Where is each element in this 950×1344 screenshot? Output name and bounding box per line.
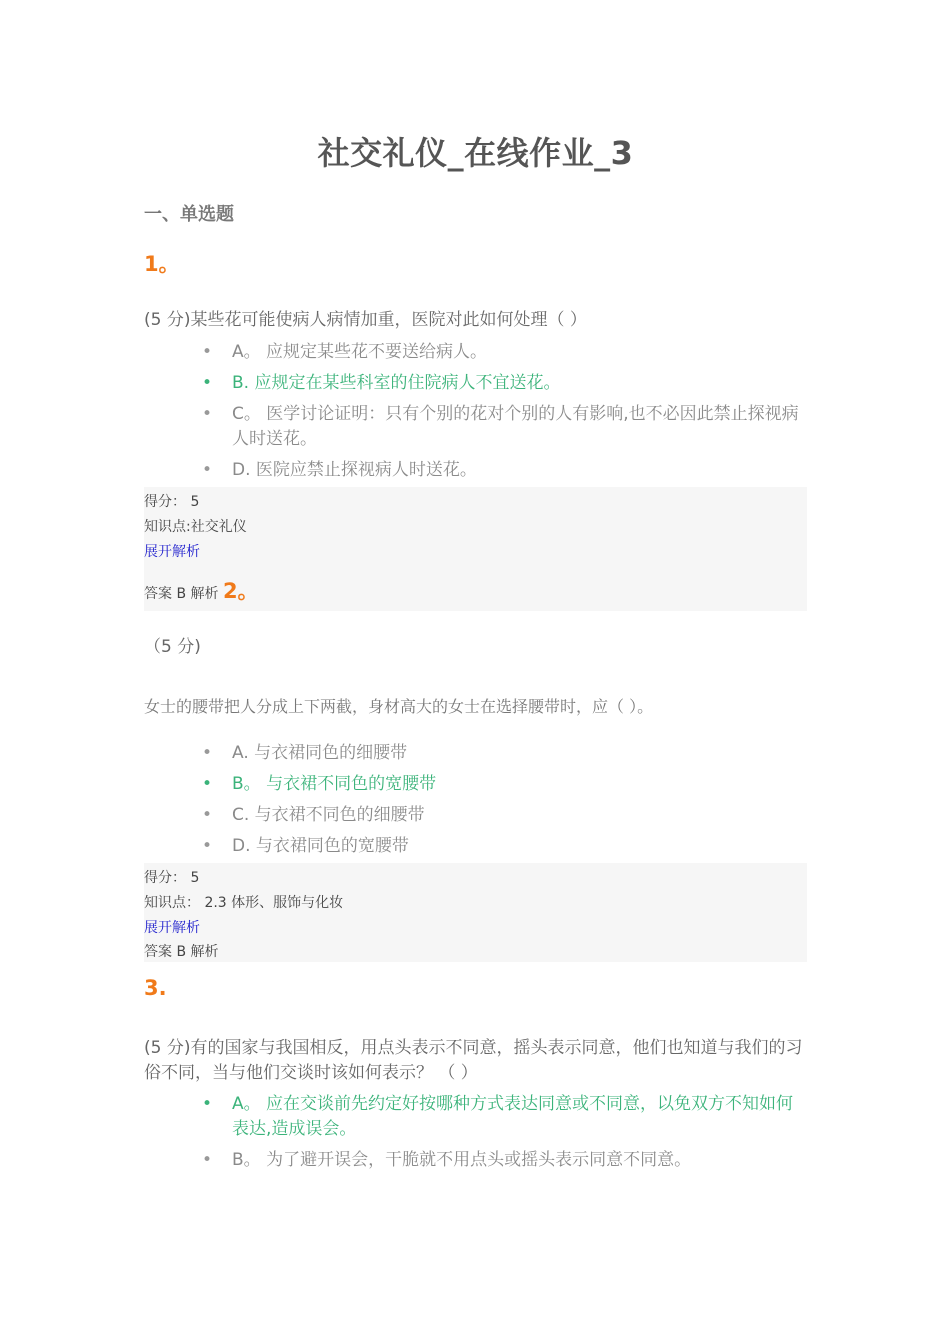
knowledge-point: 知识点： 2.3 体形、服饰与化妆 — [144, 895, 344, 911]
bullet-icon: • — [202, 836, 213, 856]
option-text: A. 与衣裙同色的细腰带 — [232, 743, 408, 763]
bullet-icon: • — [202, 460, 213, 480]
question-3-number: 3. — [144, 976, 167, 1000]
bullet-icon: • — [202, 805, 213, 825]
bullet-icon: • — [202, 774, 213, 794]
question-3-stem: (5 分)有的国家与我国相反，用点头表示不同意，摇头表示同意，他们也知道与我们的习俗不同，当与他们交谈时该如何表示？ （ ） — [144, 1038, 803, 1083]
bullet-icon: • — [202, 743, 213, 763]
bullet-icon: • — [202, 1150, 213, 1170]
option-text: A。 应规定某些花不要送给病人。 — [232, 342, 488, 362]
question-2-result-panel — [144, 863, 807, 962]
question-3-options — [144, 1092, 807, 1179]
option-text: B. 应规定在某些科室的住院病人不宜送花。 — [232, 373, 561, 393]
question-3-option-a[interactable] — [144, 1092, 807, 1142]
option-text: C. 与衣裙不同色的细腰带 — [232, 805, 425, 825]
question-1-option-d[interactable] — [144, 458, 807, 483]
option-text: D. 与衣裙同色的宽腰带 — [232, 836, 409, 856]
question-1-options — [144, 340, 807, 489]
question-2-score-label: （5 分) — [144, 637, 201, 657]
question-1-result-panel — [144, 487, 807, 611]
expand-analysis-link[interactable]: 展开解析 — [144, 544, 200, 560]
bullet-icon: • — [202, 1094, 213, 1114]
option-text: D. 医院应禁止探视病人时送花。 — [232, 460, 477, 480]
question-1-option-a[interactable] — [144, 340, 807, 365]
option-text: B。 与衣裙不同色的宽腰带 — [232, 774, 437, 794]
question-2-number: 2。 — [222, 579, 259, 603]
question-1-stem: (5 分)某些花可能使病人病情加重，医院对此如何处理（ ） — [144, 310, 587, 330]
question-3-option-b[interactable] — [144, 1148, 807, 1173]
bullet-icon: • — [202, 342, 213, 362]
answer-text: 答案 B 解析 — [144, 944, 219, 960]
expand-analysis-link[interactable]: 展开解析 — [144, 920, 200, 936]
option-text: B。 为了避开误会，干脆就不用点头或摇头表示同意不同意。 — [232, 1150, 692, 1170]
score-text: 得分： 5 — [144, 494, 200, 510]
question-2-option-d[interactable] — [144, 834, 807, 859]
section-title: 一、单选题 — [144, 204, 234, 225]
option-text: C。 医学讨论证明：只有个别的花对个别的人有影响,也不必因此禁止探视病人时送花。 — [232, 404, 799, 449]
answer-line — [144, 575, 259, 605]
question-1-option-b[interactable] — [144, 371, 807, 396]
question-1-number: 1。 — [144, 252, 180, 276]
score-text: 得分： 5 — [144, 870, 200, 886]
bullet-icon: • — [202, 404, 213, 424]
question-2-option-a[interactable] — [144, 741, 807, 766]
document-title: 社交礼仪_在线作业_3 — [317, 134, 634, 172]
question-2-stem: 女士的腰带把人分成上下两截，身材高大的女士在选择腰带时，应（ ）。 — [144, 697, 654, 716]
question-1-option-c[interactable] — [144, 402, 807, 452]
question-2-option-c[interactable] — [144, 803, 807, 828]
answer-text: 答案 B 解析 — [144, 586, 219, 602]
question-2-option-b[interactable] — [144, 772, 807, 797]
question-2-options — [144, 741, 807, 865]
knowledge-point: 知识点:社交礼仪 — [144, 519, 247, 535]
option-text: A。 应在交谈前先约定好按哪种方式表达同意或不同意，以免双方不知如何表达,造成误会。 — [232, 1094, 794, 1139]
bullet-icon: • — [202, 373, 213, 393]
